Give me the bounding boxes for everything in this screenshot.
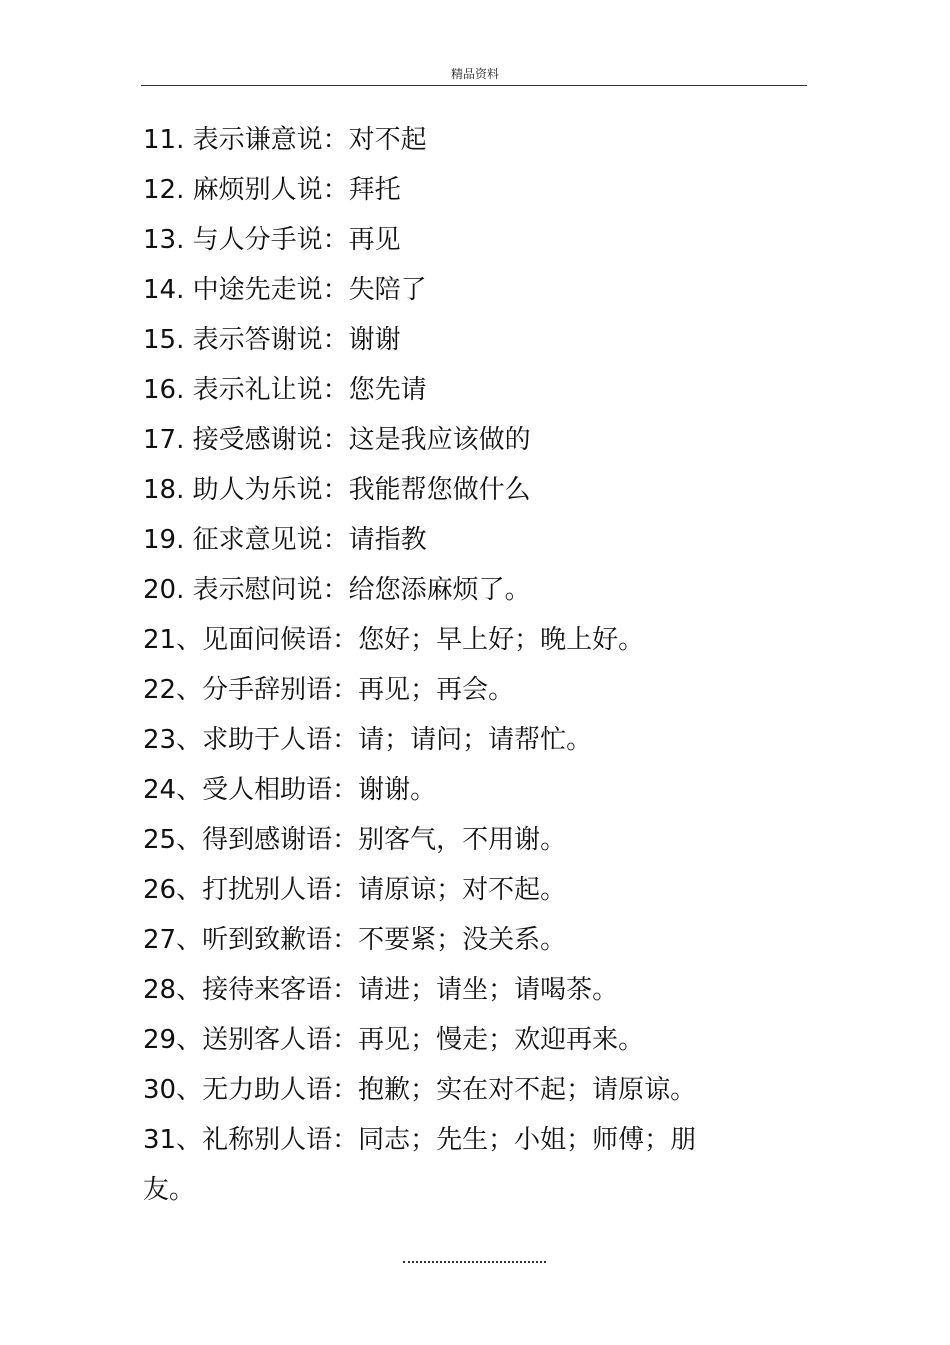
header-rule <box>141 85 807 86</box>
document-body <box>143 115 723 1215</box>
list-item: 17. 接受感谢说：这是我应该做的 <box>143 425 531 455</box>
list-item: 25、得到感谢语：别客气，不用谢。 <box>143 825 567 855</box>
footer-dotted-rule <box>403 1261 546 1263</box>
list-item: 12. 麻烦别人说：拜托 <box>143 175 401 205</box>
list-item: 20. 表示慰问说：给您添麻烦了。 <box>143 575 531 605</box>
list-item: 26、打扰别人语：请原谅；对不起。 <box>143 875 567 905</box>
list-item: 14. 中途先走说：失陪了 <box>143 275 427 305</box>
list-item: 19. 征求意见说：请指教 <box>143 525 427 555</box>
list-item: 29、送别客人语：再见；慢走；欢迎再来。 <box>143 1025 645 1055</box>
page-header-title: 精品资料 <box>450 67 499 81</box>
list-item-continuation: 友。 <box>143 1175 196 1205</box>
list-item: 11. 表示谦意说：对不起 <box>143 125 427 155</box>
list-item: 31、礼称别人语：同志；先生；小姐；师傅；朋 <box>143 1125 697 1155</box>
list-item: 18. 助人为乐说：我能帮您做什么 <box>143 475 531 505</box>
list-item: 28、接待来客语：请进；请坐；请喝茶。 <box>143 975 619 1005</box>
list-item: 15. 表示答谢说：谢谢 <box>143 325 401 355</box>
list-item: 30、无力助人语：抱歉；实在对不起；请原谅。 <box>143 1075 697 1105</box>
list-item: 21、见面问候语：您好；早上好；晚上好。 <box>143 625 645 655</box>
list-item: 27、听到致歉语：不要紧；没关系。 <box>143 925 567 955</box>
list-item: 24、受人相助语：谢谢。 <box>143 775 437 805</box>
list-item: 23、求助于人语：请；请问；请帮忙。 <box>143 725 593 755</box>
list-item: 16. 表示礼让说：您先请 <box>143 375 427 405</box>
list-item: 13. 与人分手说：再见 <box>143 225 401 255</box>
list-item: 22、分手辞别语：再见；再会。 <box>143 675 515 705</box>
